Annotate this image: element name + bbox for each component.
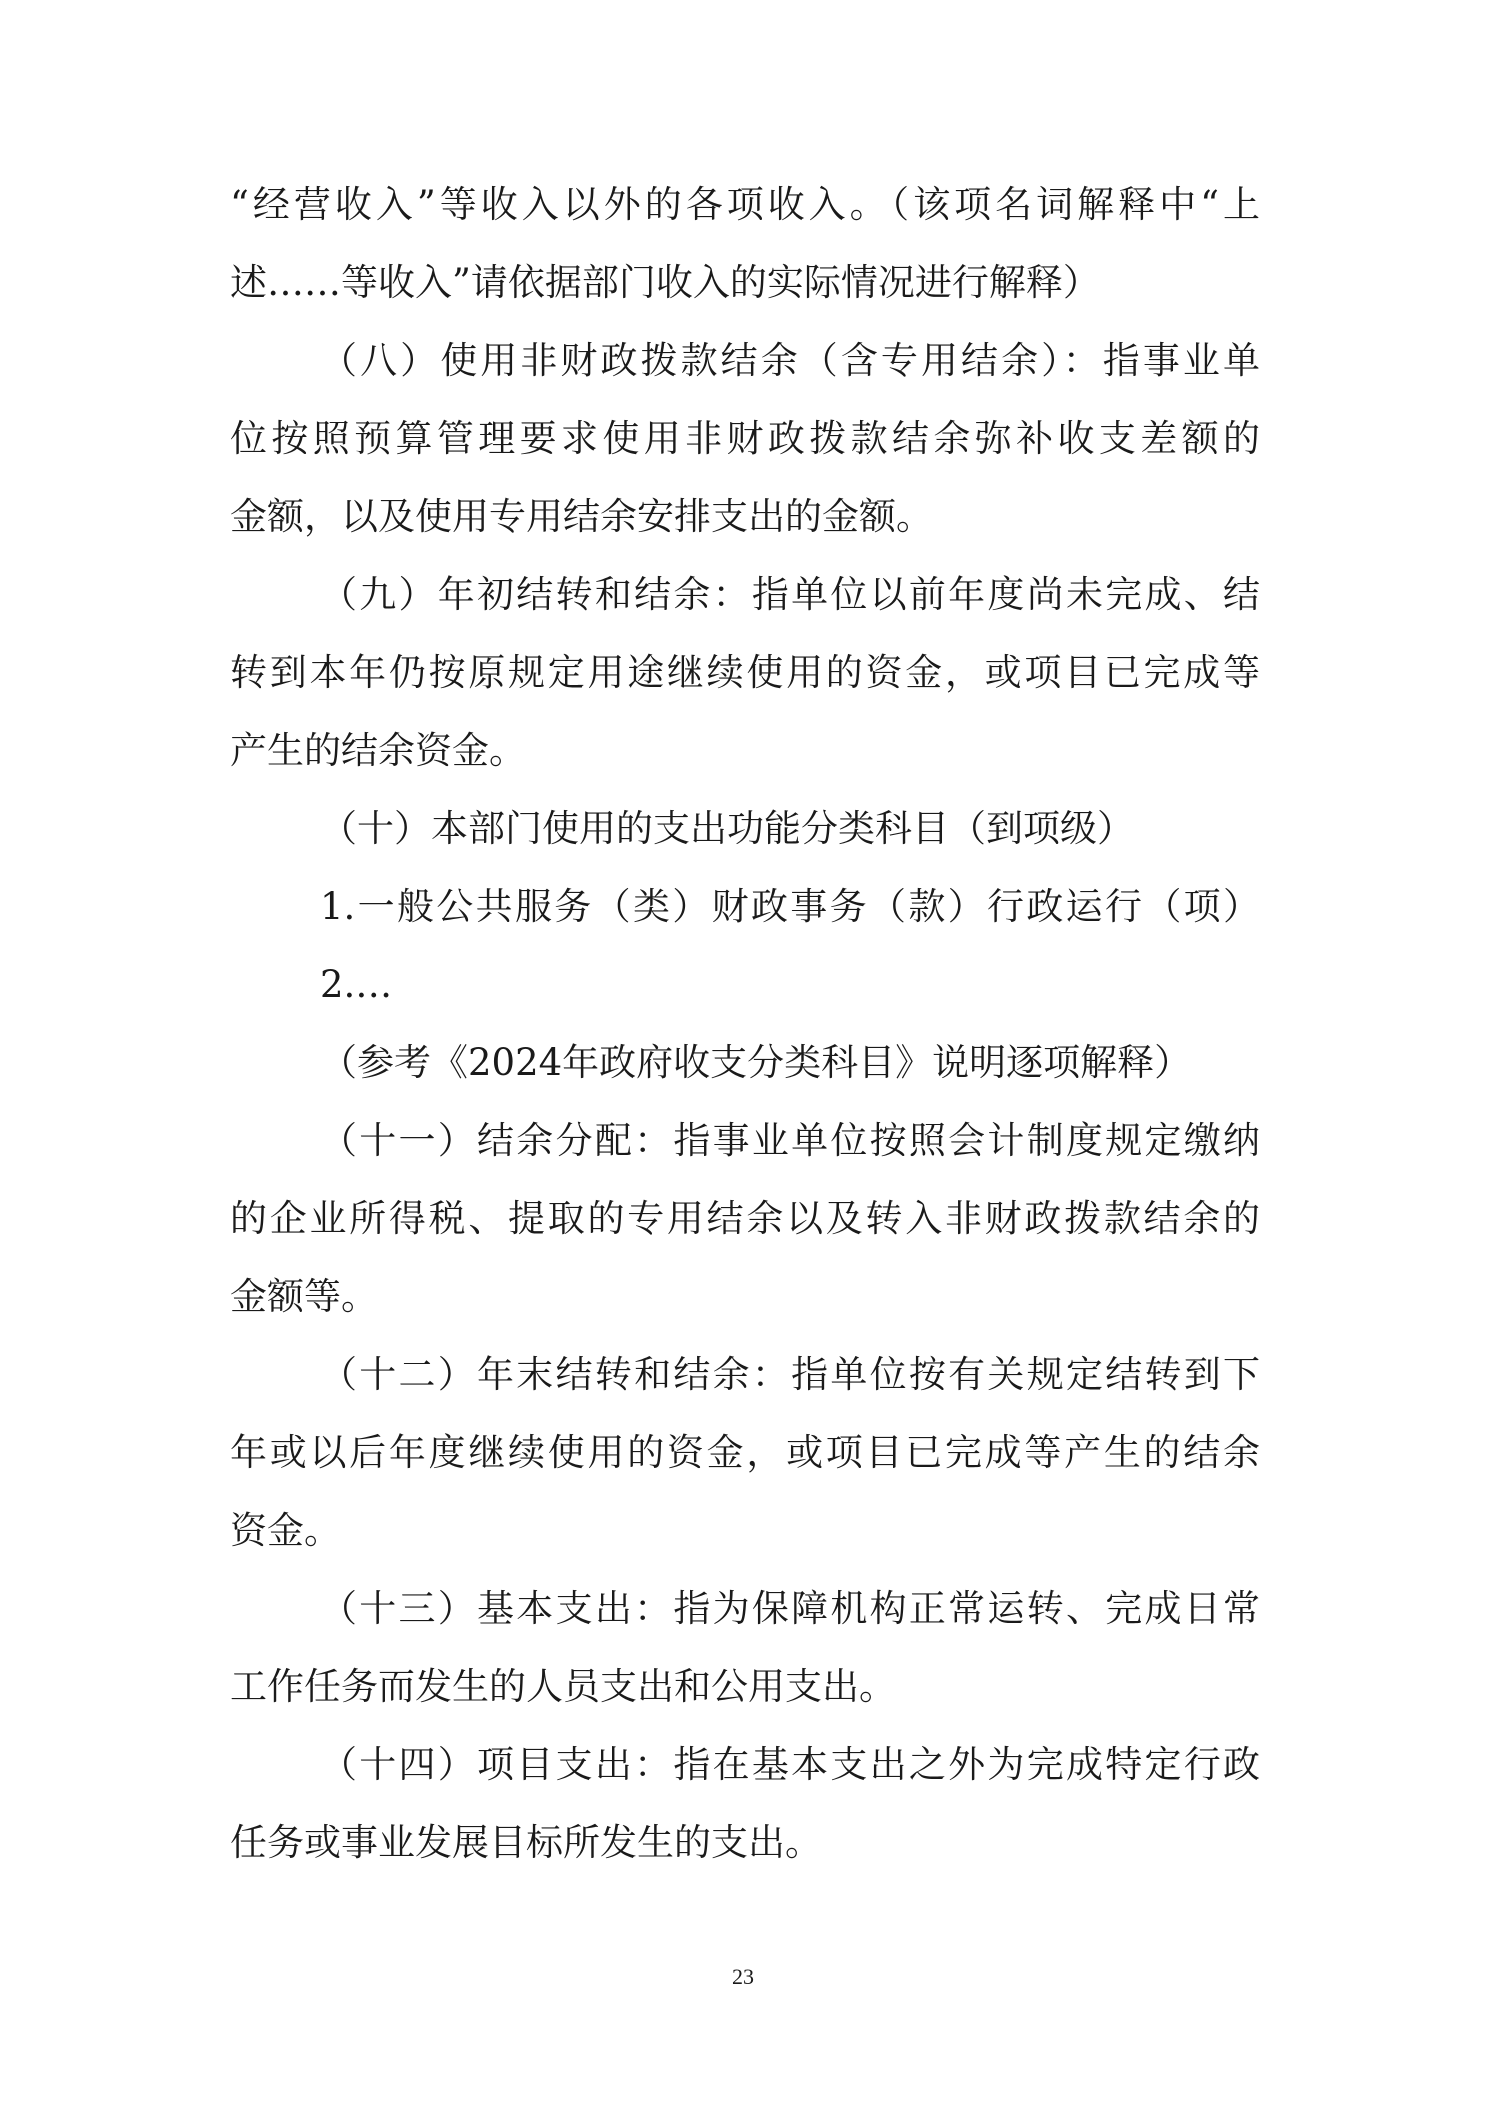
paragraph-line: 的企业所得税、提取的专用结余以及转入非财政拨款结余的 bbox=[230, 1197, 1260, 1240]
paragraph-line: 工作任务而发生的人员支出和公用支出。 bbox=[230, 1665, 896, 1708]
paragraph-line: （十三）基本支出：指为保障机构正常运转、完成日常 bbox=[320, 1587, 1260, 1630]
list-item: 2.… bbox=[320, 963, 393, 1006]
page-number: 23 bbox=[732, 1964, 754, 1989]
paragraph-line: （十一）结余分配：指事业单位按照会计制度规定缴纳 bbox=[320, 1119, 1260, 1162]
paragraph-line: 转到本年仍按原规定用途继续使用的资金，或项目已完成等 bbox=[230, 651, 1260, 694]
paragraph-line: 任务或事业发展目标所发生的支出。 bbox=[230, 1821, 822, 1864]
section-heading: （十）本部门使用的支出功能分类科目（到项级） bbox=[320, 807, 1134, 850]
paragraph-line: 产生的结余资金。 bbox=[230, 729, 526, 772]
paragraph-line: 述……等收入”请依据部门收入的实际情况进行解释） bbox=[230, 261, 1100, 304]
paragraph-line: 金额等。 bbox=[230, 1275, 378, 1318]
paragraph-line: 年或以后年度继续使用的资金，或项目已完成等产生的结余 bbox=[230, 1431, 1260, 1474]
paragraph-line: （十四）项目支出：指在基本支出之外为完成特定行政 bbox=[320, 1743, 1260, 1786]
paragraph-line: “经营收入”等收入以外的各项收入。（该项名词解释中“上 bbox=[230, 183, 1260, 226]
paragraph-line: （参考《2024年政府收支分类科目》说明逐项解释） bbox=[320, 1041, 1192, 1084]
list-item: 1.一般公共服务（类）财政事务（款）行政运行（项） bbox=[320, 885, 1260, 928]
paragraph-line: 位按照预算管理要求使用非财政拨款结余弥补收支差额的 bbox=[230, 417, 1260, 460]
paragraph-line: （八）使用非财政拨款结余（含专用结余）：指事业单 bbox=[320, 339, 1260, 382]
paragraph-line: （十二）年末结转和结余：指单位按有关规定结转到下 bbox=[320, 1353, 1260, 1396]
paragraph-line: 金额，以及使用专用结余安排支出的金额。 bbox=[230, 495, 933, 538]
paragraph-line: （九）年初结转和结余：指单位以前年度尚未完成、结 bbox=[320, 573, 1260, 616]
paragraph-line: 资金。 bbox=[230, 1509, 341, 1552]
